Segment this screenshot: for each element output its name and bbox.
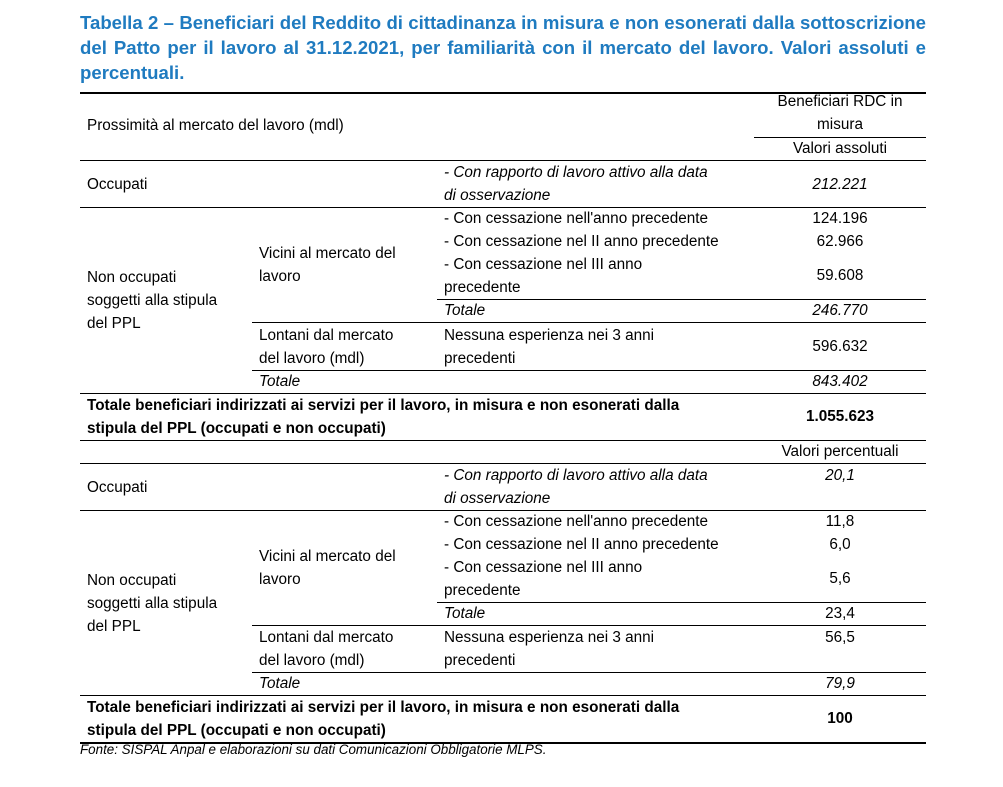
grand-total-line2: stipula del PPL (occupati e non occupati): [87, 420, 386, 437]
cess-iii-line1: - Con cessazione nel III anno: [444, 559, 643, 576]
pct-grand-total-value: 100: [827, 710, 853, 727]
header-abs-label: Valori assoluti: [792, 140, 888, 157]
cess-iii-line2: precedente: [444, 279, 521, 296]
pct-cess-prec-value: 11,8: [825, 513, 855, 530]
grand-total-line1: Totale beneficiari indirizzati ai servizi per il lavoro, in misura e non esonerati dalla: [87, 699, 680, 716]
pct-occupati-value: 20,1: [825, 467, 855, 484]
totale-non-occ-label: Totale: [259, 373, 301, 390]
pct-lontani-value: 56,5: [825, 629, 855, 646]
totale-vicini-label: Totale: [444, 302, 486, 319]
non-occupati-line2: soggetti alla stipula: [87, 292, 218, 309]
abs-totale-non-occ-value: 843.402: [812, 373, 868, 390]
lontani-line2: del lavoro (mdl): [259, 652, 365, 669]
rule: [80, 695, 926, 696]
cess-prec-label: - Con cessazione nell'anno precedente: [444, 210, 708, 227]
con-rapporto-line1: - Con rapporto di lavoro attivo alla data: [444, 467, 708, 484]
vicini-line1: Vicini al mercato del: [259, 245, 396, 262]
abs-cess-prec-value: 124.196: [812, 210, 868, 227]
cess-iii-line2: precedente: [444, 582, 521, 599]
totale-vicini-label: Totale: [444, 605, 486, 622]
abs-totale-vicini-value: 246.770: [812, 302, 868, 319]
vicini-line2: lavoro: [259, 268, 301, 285]
rule: [252, 322, 926, 323]
totale-non-occ-label: Totale: [259, 675, 301, 692]
vicini-line2: lavoro: [259, 571, 301, 588]
cess-prec-label: - Con cessazione nell'anno precedente: [444, 513, 708, 530]
non-occupati-line1: Non occupati: [87, 269, 177, 286]
header-row-label: Prossimità al mercato del lavoro (mdl): [87, 117, 344, 134]
non-occupati-line2: soggetti alla stipula: [87, 595, 218, 612]
con-rapporto-line2: di osservazione: [444, 187, 551, 204]
table-title: Tabella 2 – Beneficiari del Reddito di cittadinanza in misura e non esonerati dalla sottoscrizione del Patto per il lavoro al 31.12.2021, per familiarità con il mercato del lavoro. Valori assoluti e percentuali.: [80, 12, 926, 83]
rule: [252, 625, 926, 626]
nessuna-line2: precedenti: [444, 350, 516, 367]
vicini-line1: Vicini al mercato del: [259, 548, 396, 565]
nessuna-line1: Nessuna esperienza nei 3 anni: [444, 629, 655, 646]
grand-total-line2: stipula del PPL (occupati e non occupati): [87, 722, 386, 739]
lontani-line1: Lontani dal mercato: [259, 629, 394, 646]
lontani-line2: del lavoro (mdl): [259, 350, 365, 367]
pct-totale-non-occ-value: 79,9: [825, 675, 855, 692]
rule: [80, 463, 926, 464]
occupati-label: Occupati: [87, 176, 148, 193]
non-occupati-line3: del PPL: [87, 618, 141, 635]
header-col-line1: Beneficiari RDC in: [777, 93, 903, 110]
con-rapporto-line2: di osservazione: [444, 490, 551, 507]
pct-cess-ii-value: 6,0: [829, 536, 851, 553]
grand-total-line1: Totale beneficiari indirizzati ai servizi per il lavoro, in misura e non esonerati dalla: [87, 397, 680, 414]
source-note: Fonte: SISPAL Anpal e elaborazioni su dati Comunicazioni Obbligatorie MLPS.: [80, 742, 547, 757]
abs-grand-total-value: 1.055.623: [805, 408, 875, 425]
abs-cess-ii-value: 62.966: [816, 233, 864, 250]
non-occupati-line1: Non occupati: [87, 572, 177, 589]
abs-occupati-value: 212.221: [812, 176, 868, 193]
pct-totale-vicini-value: 23,4: [825, 605, 855, 622]
header-bottom-rule: [80, 160, 926, 161]
nessuna-line1: Nessuna esperienza nei 3 anni: [444, 327, 655, 344]
cess-ii-label: - Con cessazione nel II anno precedente: [444, 233, 719, 250]
abs-cess-iii-value: 59.608: [816, 267, 864, 284]
cess-ii-label: - Con cessazione nel II anno precedente: [444, 536, 719, 553]
rule: [80, 393, 926, 394]
con-rapporto-line1: - Con rapporto di lavoro attivo alla data: [444, 164, 708, 181]
occupati-label: Occupati: [87, 479, 148, 496]
nessuna-line2: precedenti: [444, 652, 516, 669]
lontani-line1: Lontani dal mercato: [259, 327, 394, 344]
cess-iii-line1: - Con cessazione nel III anno: [444, 256, 643, 273]
pct-header-label: Valori percentuali: [781, 443, 899, 460]
abs-lontani-value: 596.632: [812, 338, 868, 355]
header-col-line2: misura: [817, 116, 863, 133]
non-occupati-line3: del PPL: [87, 315, 141, 332]
pct-cess-iii-value: 5,6: [829, 570, 851, 587]
